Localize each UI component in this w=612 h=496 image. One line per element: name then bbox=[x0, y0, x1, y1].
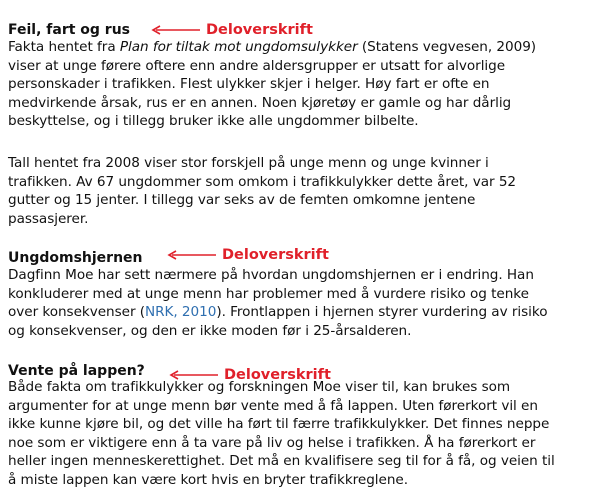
annotation-label: Deloverskrift bbox=[224, 367, 331, 383]
text-line: ikke kunne kjøre bil, og det ville ha ført til færre trafikkulykker. Det finnes neppe bbox=[8, 416, 550, 433]
arrow-left-icon bbox=[166, 250, 218, 260]
text-line: Fakta hentet fra Plan for tiltak mot ungdomsulykker (Statens vegvesen, 2009) bbox=[8, 39, 537, 55]
text-line: personskader i trafikken. Flest ulykker skjer i helger. Høy fart er ofte en bbox=[8, 76, 490, 93]
text-line: over konsekvenser (NRK, 2010). Frontlappen i hjernen styrer vurdering av risiko bbox=[8, 304, 548, 321]
text-line: viser at unge førere oftere enn andre aldersgrupper er utsatt for alvorlige bbox=[8, 57, 506, 74]
source-title: Plan for tiltak mot ungdomsulykker bbox=[119, 39, 358, 55]
paragraph bbox=[8, 38, 608, 131]
text-line: gutter og 15 jenter. I tillegg var seks av de femten omkomne jentene bbox=[8, 192, 476, 209]
text-line: beskyttelse, og i tillegg bruker ikke alle ungdommer bilbelte. bbox=[8, 113, 419, 130]
paragraph bbox=[8, 154, 608, 228]
text-line: Tall hentet fra 2008 viser stor forskjell på unge menn og unge kvinner i bbox=[8, 155, 489, 171]
text-line: å miste lappen kan være kort hvis en bryter trafikkreglene. bbox=[8, 471, 408, 488]
text-line: passasjerer. bbox=[8, 210, 89, 227]
annotation-label: Deloverskrift bbox=[206, 22, 313, 38]
section-heading-feil-fart-og-rus: Feil, fart og rus bbox=[8, 22, 131, 38]
section-heading-vente-pa-lappen: Vente på lappen? bbox=[8, 363, 145, 379]
text-line: heller ingen menneskerettighet. Det må en kvalifisere seg til for å få, og veien til bbox=[8, 453, 555, 470]
text-line: Både fakta om trafikkulykker og forskningen Moe viser til, kan brukes som bbox=[8, 379, 511, 395]
text-line: noe som er viktigere enn å ta vare på liv og helse i trafikken. Å ha førerkort er bbox=[8, 434, 536, 451]
paragraph bbox=[8, 378, 608, 490]
text-line: trafikken. Av 67 ungdommer som omkom i trafikkulykker dette året, var 52 bbox=[8, 173, 517, 190]
text-line: Dagfinn Moe har sett nærmere på hvordan ungdomshjernen er i endring. Han bbox=[8, 267, 534, 283]
arrow-left-icon bbox=[150, 25, 202, 35]
annotation-label: Deloverskrift bbox=[222, 247, 329, 263]
text-line: og konsekvenser, og den er ikke moden før i 25-årsalderen. bbox=[8, 322, 412, 339]
citation-link[interactable]: NRK, 2010 bbox=[145, 304, 217, 321]
text-line: argumenter for at unge menn bør vente med å få lappen. Uten førerkort vil en bbox=[8, 397, 538, 414]
paragraph bbox=[8, 266, 608, 340]
section-heading-ungdomshjernen: Ungdomshjernen bbox=[8, 250, 143, 266]
text-line: konkluderer med at unge menn har problemer med å vurdere risiko og tenke bbox=[8, 285, 529, 302]
text-line: medvirkende årsak, rus er en annen. Noen kjøretøy er gamle og har dårlig bbox=[8, 94, 512, 111]
